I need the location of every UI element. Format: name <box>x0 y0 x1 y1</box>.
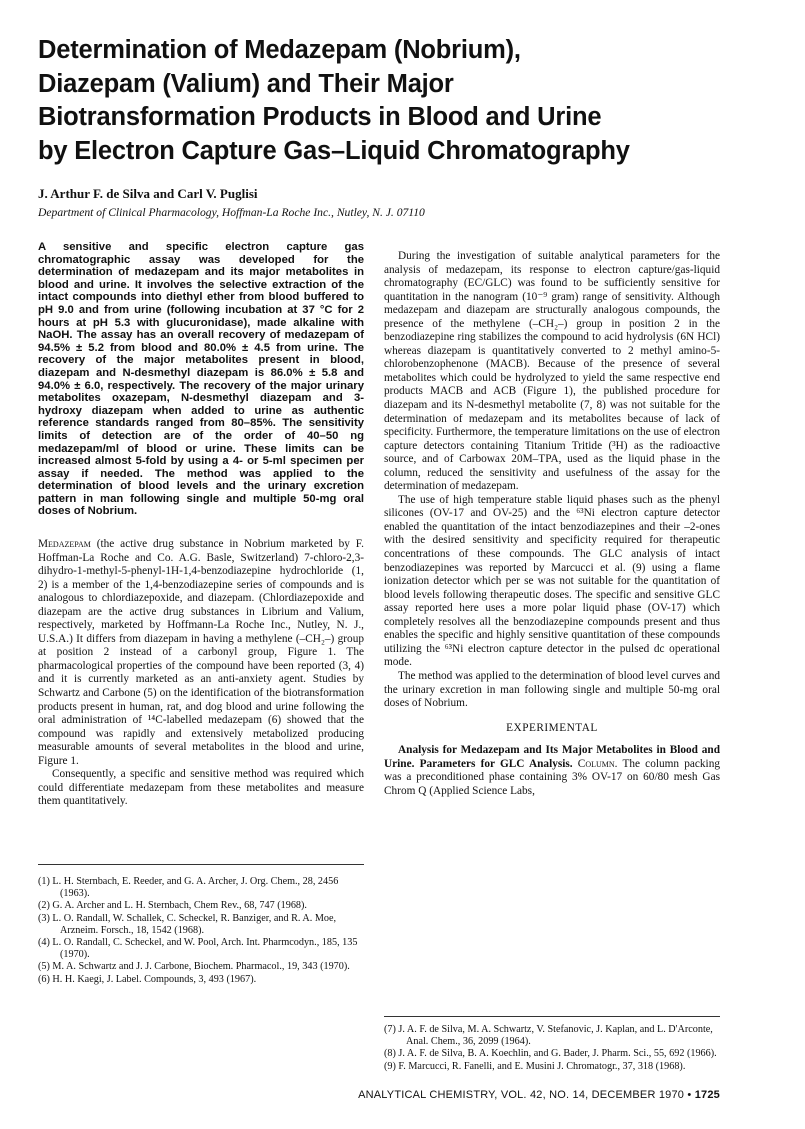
subsection-text: The column packing was a preconditioned phase containing 3% OV-17 on 60/80 mesh Gas Chrom Q (Applied Science Labs, <box>384 757 720 797</box>
article-title <box>38 34 758 168</box>
intro-paragraph-2: Consequently, a specific and sensitive method was required which could differentiate medazepam from these metabolites and measure them quantitatively. <box>38 768 364 808</box>
journal-citation: ANALYTICAL CHEMISTRY, VOL. 42, NO. 14, DECEMBER 1970 <box>358 1089 685 1101</box>
title-line-4: by Electron Capture Gas–Liquid Chromatography <box>38 136 630 165</box>
footnote-divider-left <box>38 864 364 865</box>
reference-3: (3) L. O. Randall, W. Schallek, C. Scheckel, R. Banziger, and R. A. Moe, Arzneim. Forsch., 18, 1542 (1968). <box>38 912 337 936</box>
left-column-body <box>38 538 364 809</box>
right-paragraph-2: The use of high temperature stable liquid phases such as the phenyl silicones (OV-17 and OV-25) and the ⁶³Ni electron capture detector enabled the quantitation of the intact benzodiazepines and their –2-ones with the desired sensitivity and specificity required for therapeutic concentrations of these compounds. The GLC analysis of intact benzodiazepines was reported by Marcucci et al. (9) using a flame ionization detector which per se was not suitable for the quantitation of blood levels following therapeutic doses. The specific and sensitive GLC assay reported here uses a more polar liquid phase (OV-17) which completely resolves all the benzodiazepine compounds present and thus enables the specific and highly sensitive quantitation of these compounds utilizing the ⁶³Ni electron capture detector in the pulsed dc operational mode. <box>384 493 720 669</box>
subsection-paragraph <box>384 744 720 798</box>
title-line-1: Determination of Medazepam (Nobrium), <box>38 36 521 64</box>
reference-1: (1) L. H. Sternbach, E. Reeder, and G. A. Archer, J. Org. Chem., 28, 2456 (1963). <box>38 876 339 900</box>
reference-2: (2) G. A. Archer and L. H. Sternbach, Chem Rev., 68, 747 (1968). <box>38 900 307 912</box>
reference-9: (9) F. Marcucci, R. Fanelli, and E. Musini J. Chromatogr., 37, 318 (1968). <box>384 1060 686 1072</box>
page-footer <box>318 1089 720 1101</box>
references-right <box>384 1024 720 1073</box>
intro-paragraph-1-text: (the active drug substance in Nobrium marketed by F. Hoffman-La Roche and Co. A.G. Basle, Switzerland) 7-chloro-2,3-dihydro-1-methyl-5-phenyl-1H-1,4-benzodiazepine hydrochloride (1, 2) is a member of the 1,4-benzodiazepine series of compounds and is analogous to chlordiazepoxide, and diazepam. (Chlordiazepoxide and diazepam are the active drug substances in Librium and Valium, respectively, marketed by Hoffmann-La Roche Inc., Nutley, N. J., U.S.A.) It differs from diazepam in having a methylene (–CH₂–) group at position 2 instead of a carbonyl group, Figure 1. The pharmacological properties of the compound have been reported (3, 4) and it is currently marketed as an anti-anxiety agent. Studies by Schwartz and Carbone (5) on the identification of the biotransformation products present in human, rat, and dog blood and urine following the oral administration of ¹⁴C-labelled medazepam (6) showed that the compound was rapidly and extensively metabolized producing measurable amounts of several metabolites in the blood and urine, Figure 1. <box>38 538 364 767</box>
reference-6: (6) H. H. Kaegi, J. Label. Compounds, 3, 493 (1967). <box>38 973 257 985</box>
reference-5: (5) M. A. Schwartz and J. J. Carbone, Biochem. Pharmacol., 19, 343 (1970). <box>38 961 350 973</box>
footnote-divider-right <box>384 1016 720 1017</box>
right-column-body <box>384 250 720 798</box>
column-label: Column. <box>577 757 618 770</box>
right-paragraph-3: The method was applied to the determination of blood level curves and the urinary excretion in man following single and multiple 50-mg oral doses of Nobrium. <box>384 669 720 710</box>
right-paragraph-1: During the investigation of suitable analytical parameters for the analysis of medazepam, its response to electron capture/gas-liquid chromatography (EC/GLC) was found to be sufficiently sensitive for quantitation in the nanogram (10⁻⁹ gram) range of sensitivity. Although medazepam and diazepam are structurally analogous compounds, the presence of the methylene (–CH₂–) group in position 2 in the benzodiazepine ring stabilizes the compound to acid hydrolysis (6N HCl) whereas diazepam is quantitatively converted to 2 methyl amino-5-chlorobenzophenone (MACB). Because of the presence of several metabolites which could be hydrolyzed to yield the same respective end products MACB and ACB (Figure 1), the published procedure for diazepam and its N-desmethyl metabolite (7, 8) was not suitable for the determination of medazepam and its metabolites because of lack of specificity. Furthermore, the temperature limitations on the use of electron capture detectors containing Titanium Tritide (³H) as the radioactive source, and of Carbowax 20M–TPA, used as the liquid phase in the column, reduced the sensitivity and usefulness of the assay for the determination of medazepam. <box>384 250 720 493</box>
subsection-heading: Analysis for Medazepam and Its Major Metabolites in Blood and Urine. Parameters for GLC Analysis. <box>384 744 720 770</box>
authors: J. Arthur F. de Silva and Carl V. Puglisi <box>38 186 258 201</box>
abstract: A sensitive and specific electron capture gas chromatographic assay was developed for the determination of medazepam and its major metabolites in blood and urine. It involves the selective extraction of the intact compounds into diethyl ether from blood buffered to pH 9.0 and from urine (following incubation at 37 °C for 2 hours at pH 5.3 with glucuronidase), made alkaline with NaOH. The assay has an overall recovery of medazepam of 94.5% ± 5.2 from blood and 80.0% ± 4.5 from urine. The recovery of the major metabolites present in blood, diazepam and N-desmethyl diazepam is 86.0% ± 5.8 and 94.0% ± 6.0, respectively. The recovery of the major urinary metabolites oxazepam, N-desmethyl diazepam and 3-hydroxy diazepam when added to urine as authentic reference standards ranged from 80–85%. The sensitivity limits of detection are of the order of 40–50 ng medazepam/ml of blood or urine. These limits can be increased almost 5-fold by using a 4- or 5-ml specimen per assay if needed. The method was applied to the determination of blood levels and the urinary excretion pattern in man following single and multiple 50-mg oral doses of Nobrium. <box>38 241 364 518</box>
reference-7: (7) J. A. F. de Silva, M. A. Schwartz, V. Stefanovic, J. Kaplan, and L. D'Arconte, Anal. Chem., 36, 2099 (1964). <box>384 1024 713 1048</box>
page-number: 1725 <box>694 1089 720 1101</box>
title-line-3: Biotransformation Products in Blood and Urine <box>38 103 602 131</box>
references-left <box>38 876 364 986</box>
intro-paragraph-1 <box>38 538 364 768</box>
reference-4: (4) L. O. Randall, C. Scheckel, and W. Pool, Arch. Int. Pharmcodyn., 185, 135 (1970). <box>38 937 358 961</box>
lead-word: Medazepam <box>38 538 91 550</box>
section-heading-experimental: EXPERIMENTAL <box>506 721 598 734</box>
reference-8: (8) J. A. F. de Silva, B. A. Koechlin, and G. Bader, J. Pharm. Sci., 55, 692 (1966). <box>384 1048 717 1060</box>
title-line-2: Diazepam (Valium) and Their Major <box>38 69 454 98</box>
footer-bullet: • <box>687 1089 692 1101</box>
affiliation: Department of Clinical Pharmacology, Hoffman-La Roche Inc., Nutley, N. J. 07110 <box>38 206 425 219</box>
